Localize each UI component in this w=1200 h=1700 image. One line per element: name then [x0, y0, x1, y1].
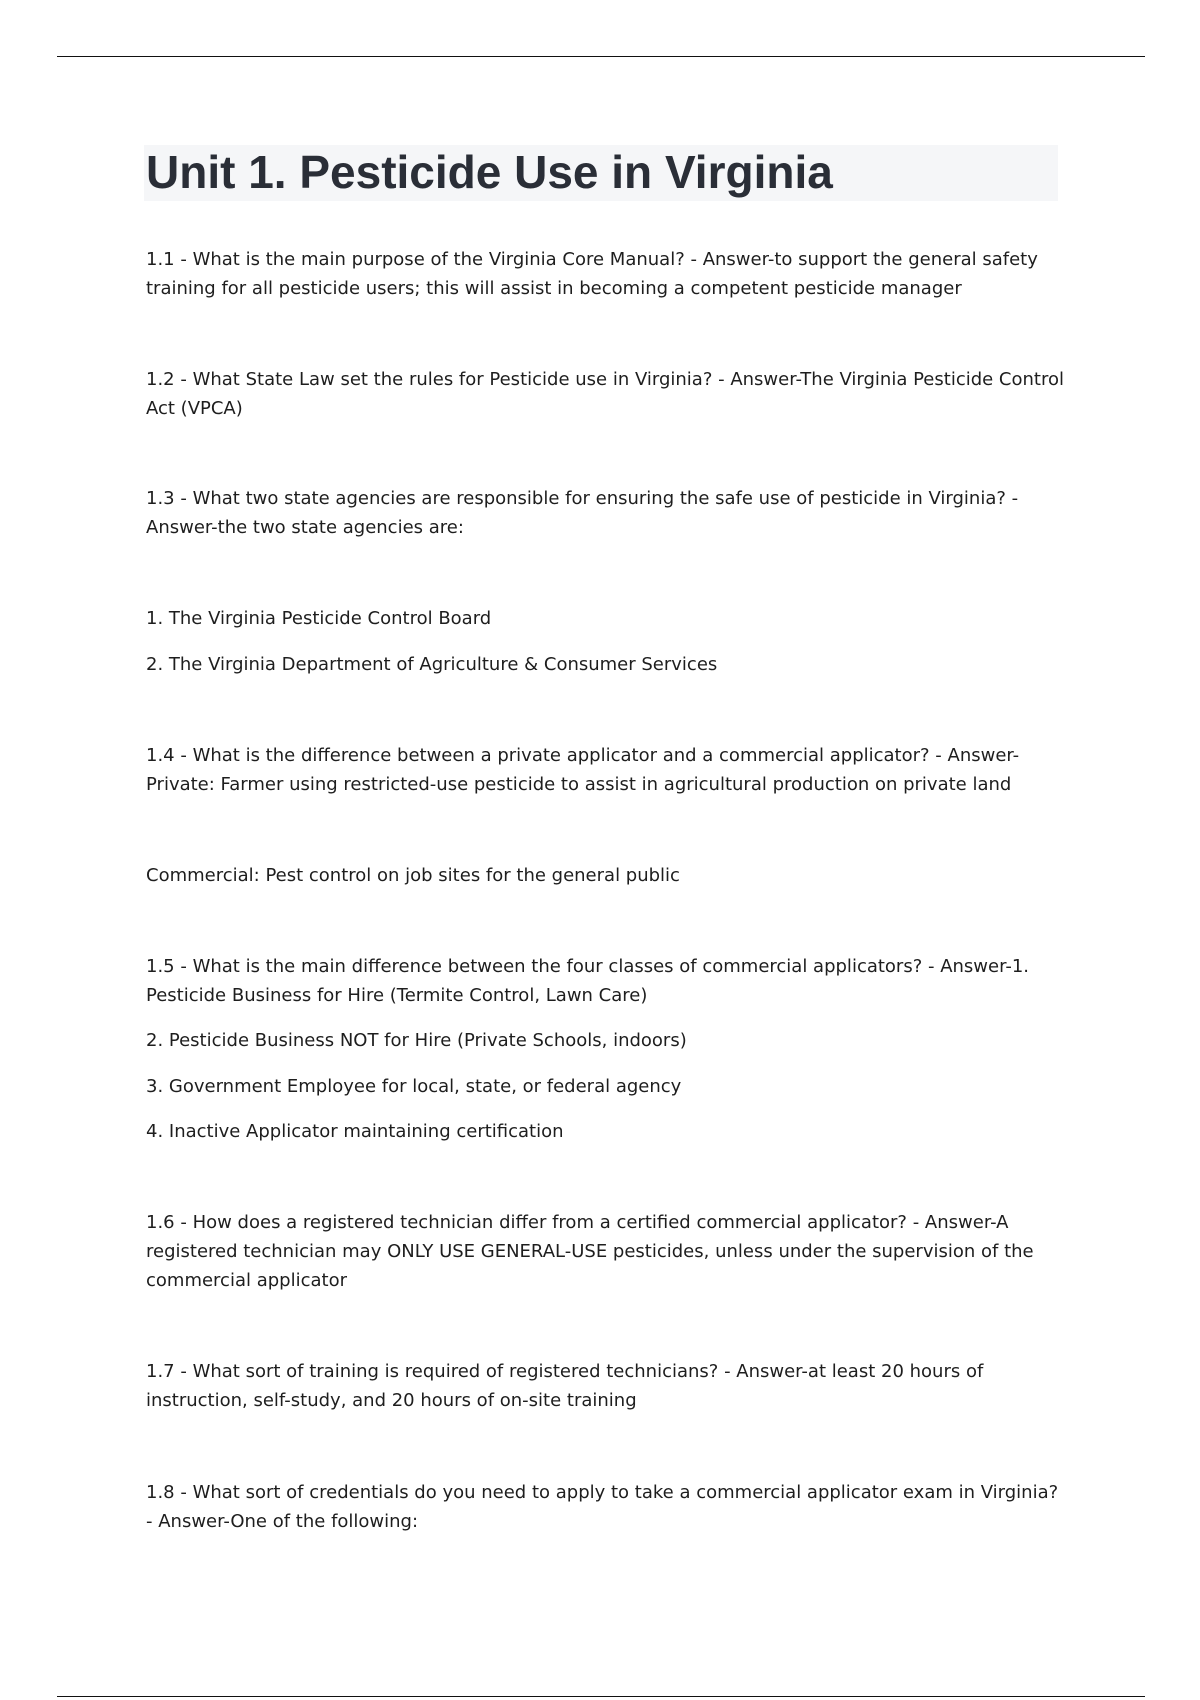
list-item-agency-1: 1. The Virginia Pesticide Control Board: [146, 608, 492, 629]
list-item-class-4: 4. Inactive Applicator maintaining certification: [146, 1121, 564, 1142]
paragraph-q1-1: 1.1 - What is the main purpose of the Virginia Core Manual? - Answer-to support the general safety training for all pesticide users; this will assist in becoming a competent pesticide manager: [146, 249, 1038, 299]
bottom-divider: [57, 1696, 1145, 1697]
paragraph-q1-3: 1.3 - What two state agencies are responsible for ensuring the safe use of pesticide in Virginia? - Answer-the two state agencies are:: [146, 488, 1019, 538]
paragraph-q1-4: 1.4 - What is the difference between a private applicator and a commercial applicator? - Answer-Private: Farmer using restricted-use pesticide to assist in agricultural production on private land: [146, 745, 1020, 795]
list-item-class-2: 2. Pesticide Business NOT for Hire (Private Schools, indoors): [146, 1030, 687, 1051]
paragraph-q1-8: 1.8 - What sort of credentials do you need to apply to take a commercial applicator exam in Virginia? - Answer-One of the following:: [146, 1482, 1059, 1532]
paragraph-q1-6: 1.6 - How does a registered technician differ from a certified commercial applicator? - Answer-A registered technician may ONLY USE GENERAL-USE pesticides, unless under the supervision of the commercial applicator: [146, 1212, 1034, 1291]
paragraph-commercial: Commercial: Pest control on job sites for the general public: [146, 865, 680, 886]
list-item-agency-2: 2. The Virginia Department of Agriculture & Consumer Services: [146, 654, 718, 675]
list-item-class-3: 3. Government Employee for local, state, or federal agency: [146, 1076, 682, 1097]
top-divider: [57, 56, 1145, 57]
paragraph-q1-7: 1.7 - What sort of training is required of registered technicians? - Answer-at least 20 hours of instruction, self-study, and 20 hours of on-site training: [146, 1361, 984, 1411]
page-title: Unit 1. Pesticide Use in Virginia: [146, 146, 833, 198]
paragraph-q1-2: 1.2 - What State Law set the rules for Pesticide use in Virginia? - Answer-The Virginia Pesticide Control Act (VPCA): [146, 369, 1064, 419]
paragraph-q1-5: 1.5 - What is the main difference between the four classes of commercial applicators? - Answer-1. Pesticide Business for Hire (Termite Control, Lawn Care): [146, 956, 1030, 1006]
